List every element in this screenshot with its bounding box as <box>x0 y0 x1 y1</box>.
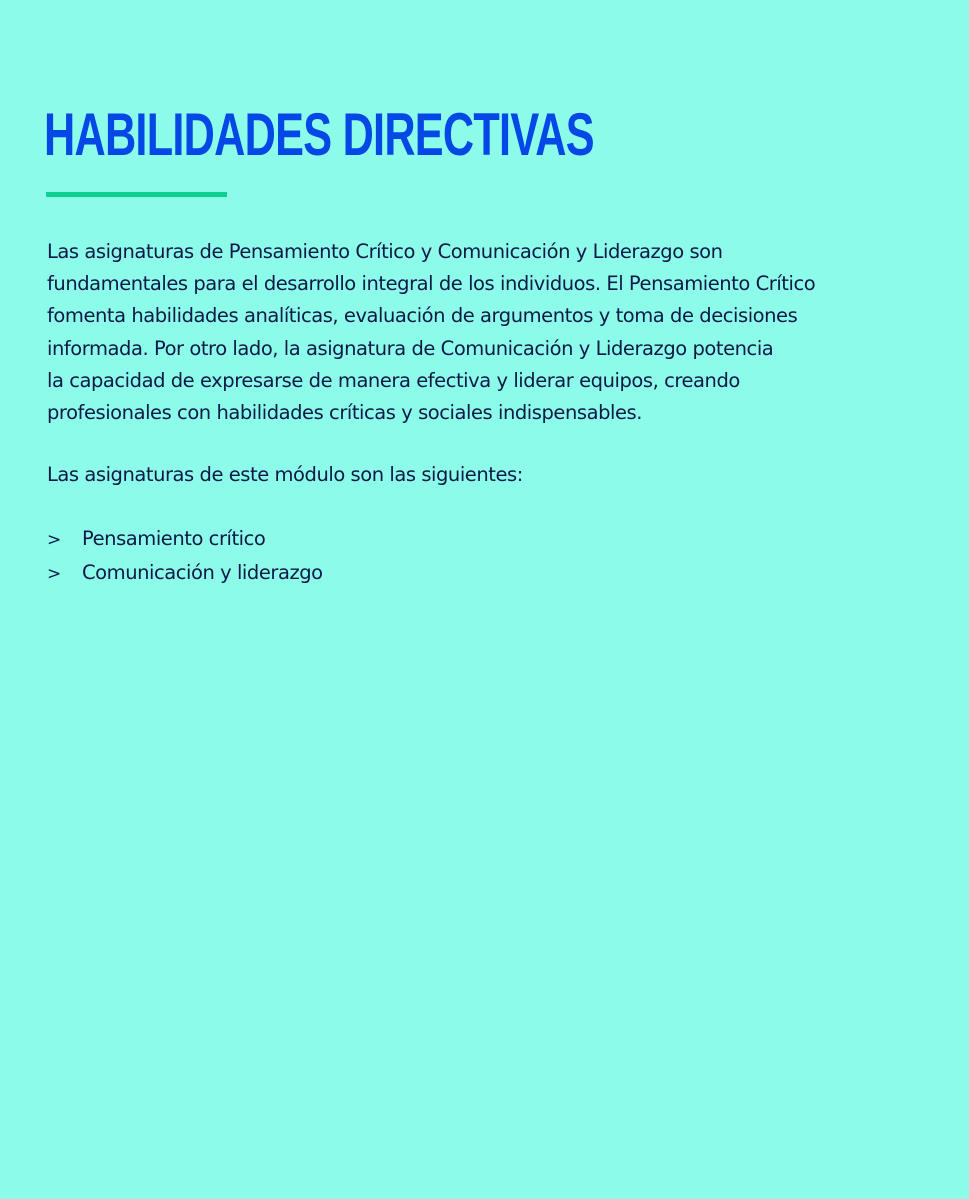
title-underline-divider <box>46 192 227 197</box>
page-title: HABILIDADES DIRECTIVAS <box>44 101 594 168</box>
description-line: informada. Por otro lado, la asignatura de Comunicación y Liderazgo potencia <box>47 336 774 360</box>
chevron-right-icon: > <box>47 530 61 550</box>
subject-list-item <box>47 523 323 557</box>
description-paragraph <box>47 236 947 429</box>
chevron-right-icon: > <box>47 563 61 584</box>
subject-label: Pensamiento crítico <box>82 527 266 550</box>
subject-list-item <box>47 557 323 591</box>
module-intro-text: Las asignaturas de este módulo son las siguientes: <box>47 463 523 486</box>
description-line: Las asignaturas de Pensamiento Crítico y Comunicación y Liderazgo son <box>47 240 723 263</box>
description-line: fomenta habilidades analíticas, evaluación de argumentos y toma de decisiones <box>47 304 798 328</box>
subject-label: Comunicación y liderazgo <box>82 560 323 584</box>
description-line: profesionales con habilidades críticas y sociales indispensables. <box>47 401 642 425</box>
description-line: la capacidad de expresarse de manera efectiva y liderar equipos, creando <box>47 368 740 392</box>
subject-list <box>47 523 323 590</box>
description-line: fundamentales para el desarrollo integral de los individuos. El Pensamiento Crítico <box>47 272 816 296</box>
description-block <box>47 236 947 429</box>
